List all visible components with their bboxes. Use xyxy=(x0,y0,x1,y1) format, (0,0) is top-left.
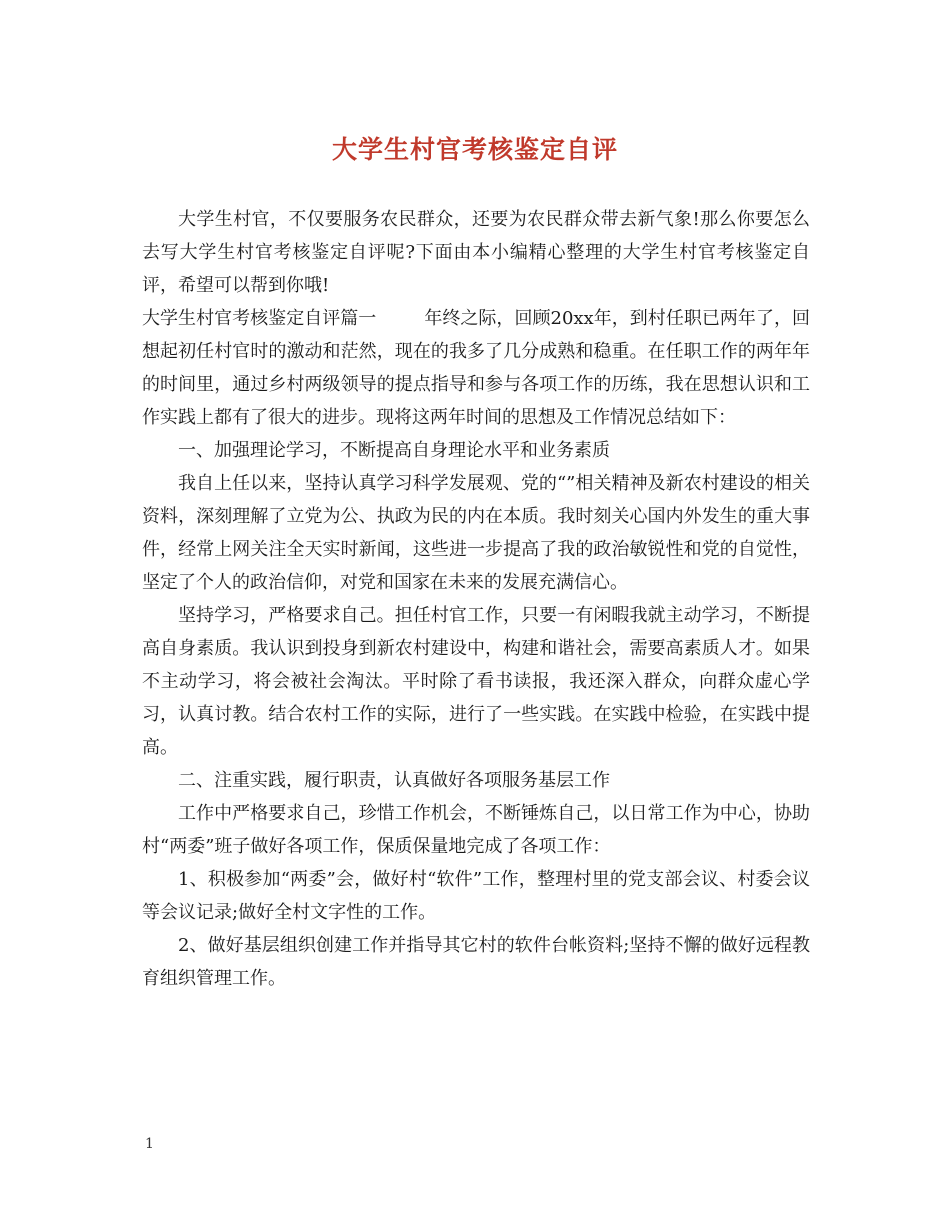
section-paragraph xyxy=(142,302,810,434)
page-number: 1 xyxy=(145,1136,154,1152)
section-lead: 年终之际，回顾20xx年，到村任职已两年了，回想起初任村官时的激动和茫然，现在的我多了几分成熟和稳重。在任职工作的两年年的时间里，通过乡村两级领导的提点指导和参与各项工作的历练，我在思想认识和工作实践上都有了很大的进步。现将这两年时间的思想及工作情况总结如下： xyxy=(142,308,810,428)
list-item-two: 2、做好基层组织创建工作并指导其它村的软件台帐资料;坚持不懈的做好远程教育组织管理工作。 xyxy=(142,935,810,989)
paragraph-persist-learning: 坚持学习，严格要求自己。担任村官工作，只要一有闲暇我就主动学习，不断提高自身素质。我认识到投身到新农村建设中，构建和谐社会，需要高素质人才。如果不主动学习，将会被社会淘汰。平时除了看书读报，我还深入群众，向群众虚心学习，认真讨教。结合农村工作的实际，进行了一些实践。在实践中检验，在实践中提高。 xyxy=(142,605,810,758)
list-item-one: 1、积极参加“两委”会，做好村“软件”工作，整理村里的党支部会议、村委会议等会议记录;做好全村文字性的工作。 xyxy=(142,869,810,923)
document-body xyxy=(142,203,810,995)
section-label: 大学生村官考核鉴定自评篇一 xyxy=(142,308,377,329)
paragraph-work-requirements: 工作中严格要求自己，珍惜工作机会，不断锤炼自己，以日常工作为中心，协助村“两委”班子做好各项工作，保质保量地完成了各项工作： xyxy=(142,803,810,857)
document-title: 大学生村官考核鉴定自评 xyxy=(331,135,618,164)
paragraph-theory-study: 我自上任以来，坚持认真学习科学发展观、党的“”相关精神及新农村建设的相关资料，深刻理解了立党为公、执政为民的内在本质。我时刻关心国内外发生的重大事件，经常上网关注全天实时新闻，这些进一步提高了我的政治敏锐性和党的自觉性，坚定了个人的政治信仰，对党和国家在未来的发展充满信心。 xyxy=(142,473,810,593)
intro-paragraph: 大学生村官，不仅要服务农民群众，还要为农民群众带去新气象!那么你要怎么去写大学生村官考核鉴定自评呢?下面由本小编精心整理的大学生村官考核鉴定自评，希望可以帮到你哦! xyxy=(142,209,810,296)
heading-one: 一、加强理论学习，不断提高自身理论水平和业务素质 xyxy=(178,440,610,461)
heading-two: 二、注重实践，履行职责，认真做好各项服务基层工作 xyxy=(178,770,610,791)
